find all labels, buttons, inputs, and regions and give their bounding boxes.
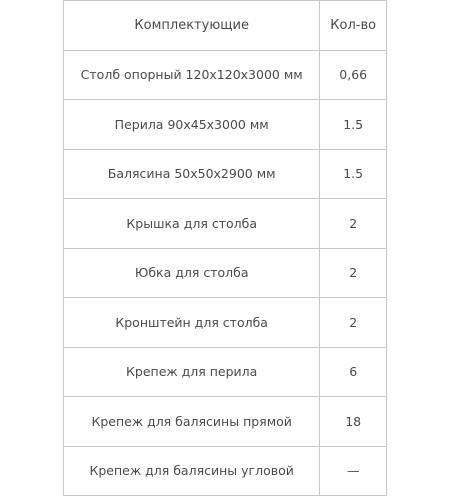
table-row: [64, 100, 387, 150]
row-qty: 0,66: [320, 50, 387, 100]
table-row: [64, 347, 387, 397]
row-name: Столб опорный 120х120х3000 мм: [64, 50, 320, 100]
components-table: [63, 0, 387, 496]
row-qty: 2: [320, 199, 387, 249]
header-quantity: Кол-во: [320, 1, 387, 51]
table-row: [64, 248, 387, 298]
row-qty: —: [320, 446, 387, 496]
table-header-row: [64, 1, 387, 51]
row-name: Юбка для столба: [64, 248, 320, 298]
row-name: Крепеж для перила: [64, 347, 320, 397]
table-row: [64, 149, 387, 199]
row-qty: 2: [320, 298, 387, 348]
row-name: Балясина 50х50х2900 мм: [64, 149, 320, 199]
row-name: Кронштейн для столба: [64, 298, 320, 348]
row-qty: 6: [320, 347, 387, 397]
header-components: Комплектующие: [64, 1, 320, 51]
table-row: [64, 50, 387, 100]
row-name: Крепеж для балясины угловой: [64, 446, 320, 496]
table-row: [64, 397, 387, 447]
row-qty: 1.5: [320, 100, 387, 150]
table-row: [64, 446, 387, 496]
row-name: Крышка для столба: [64, 199, 320, 249]
table-row: [64, 199, 387, 249]
table-row: [64, 298, 387, 348]
row-qty: 2: [320, 248, 387, 298]
row-qty: 1.5: [320, 149, 387, 199]
row-name: Перила 90х45х3000 мм: [64, 100, 320, 150]
row-name: Крепеж для балясины прямой: [64, 397, 320, 447]
row-qty: 18: [320, 397, 387, 447]
